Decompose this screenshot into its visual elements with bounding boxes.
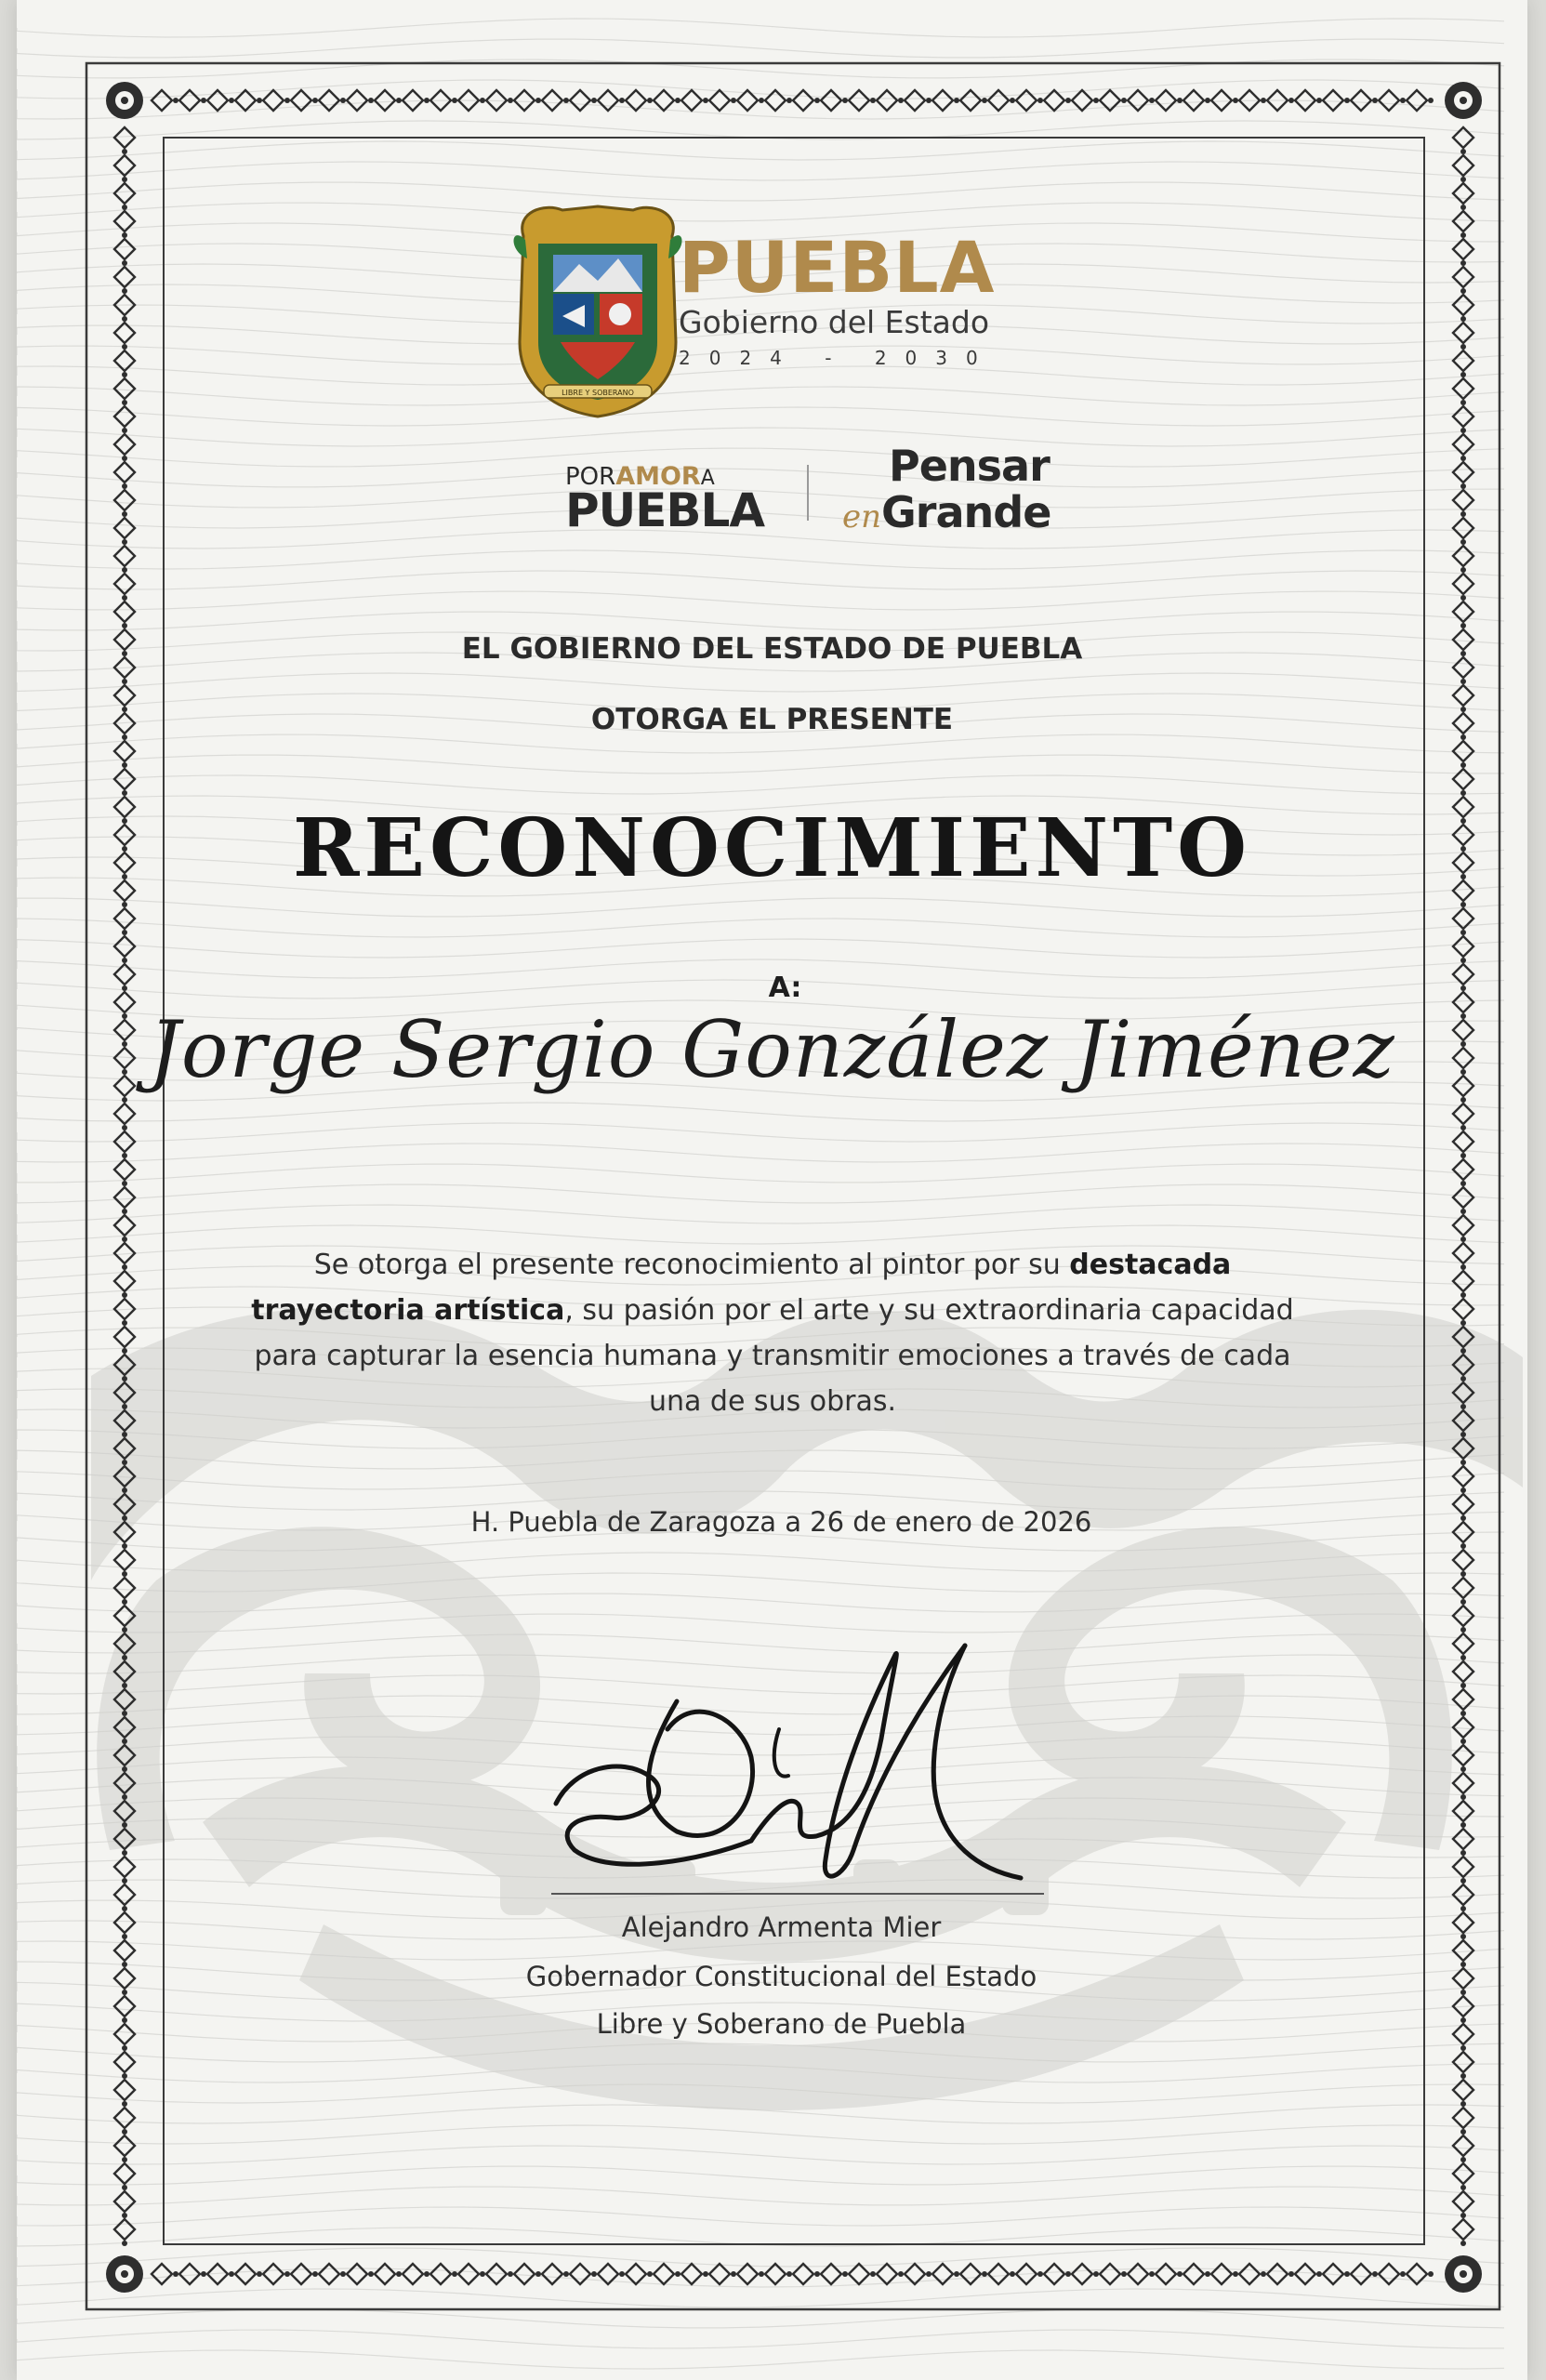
slogan-por-amor-a-puebla — [565, 462, 765, 537]
slogan-en: en — [842, 498, 882, 536]
handwritten-signature — [537, 1618, 1058, 1897]
puebla-coat-of-arms-icon — [507, 203, 689, 418]
brand-name: PUEBLA — [679, 226, 996, 309]
government-brand — [679, 226, 1069, 369]
certificate-title: RECONOCIMIENTO — [292, 801, 1252, 895]
brand-subtitle: Gobierno del Estado — [679, 304, 990, 340]
slogan-amor: AMOR — [615, 462, 701, 491]
slogan-puebla: PUEBLA — [565, 483, 765, 537]
slogan-grande: Grande — [881, 487, 1051, 537]
certificate-sheet — [17, 0, 1527, 2380]
signer-title-2: Libre y Soberano de Puebla — [596, 2008, 967, 2040]
signer-title: Gobernador Constitucional del Estado — [525, 1961, 1037, 1992]
slogan-por: POR — [565, 463, 616, 491]
svg-text:LIBRE Y SOBERANO: LIBRE Y SOBERANO — [562, 389, 634, 397]
slogan-divider — [807, 465, 809, 521]
recipient-name: Jorge Sergio González Jiménez — [149, 1004, 1395, 1095]
body-text-part-1: Se otorga el presente reconocimiento al pintor por su — [313, 1249, 1070, 1281]
slogan-a: A — [700, 467, 715, 490]
signer-name: Alejandro Armenta Mier — [621, 1911, 942, 1943]
slogan-pensar-en-grande — [842, 441, 1051, 537]
issuer-line-2: OTORGA EL PRESENTE — [590, 703, 954, 736]
slogan-pensar: Pensar — [889, 441, 1050, 491]
certificate-body — [229, 1242, 1316, 1424]
issue-date: H. Puebla de Zaragoza a 26 de enero de 2026 — [470, 1506, 1092, 1538]
recipient-label: A: — [768, 972, 802, 1004]
brand-years: 2024 - 2030 — [679, 347, 997, 369]
body-text-part-2: , su pasión por el arte y su extraordinaria capacidad para capturar la esencia humana y transmitir emociones a través de cada una de sus obras. — [254, 1294, 1294, 1418]
issuer-line-1: EL GOBIERNO DEL ESTADO DE PUEBLA — [461, 632, 1083, 666]
body-text-bold: destacada trayectoria artística — [251, 1249, 1232, 1327]
signature-line — [551, 1893, 1044, 1895]
